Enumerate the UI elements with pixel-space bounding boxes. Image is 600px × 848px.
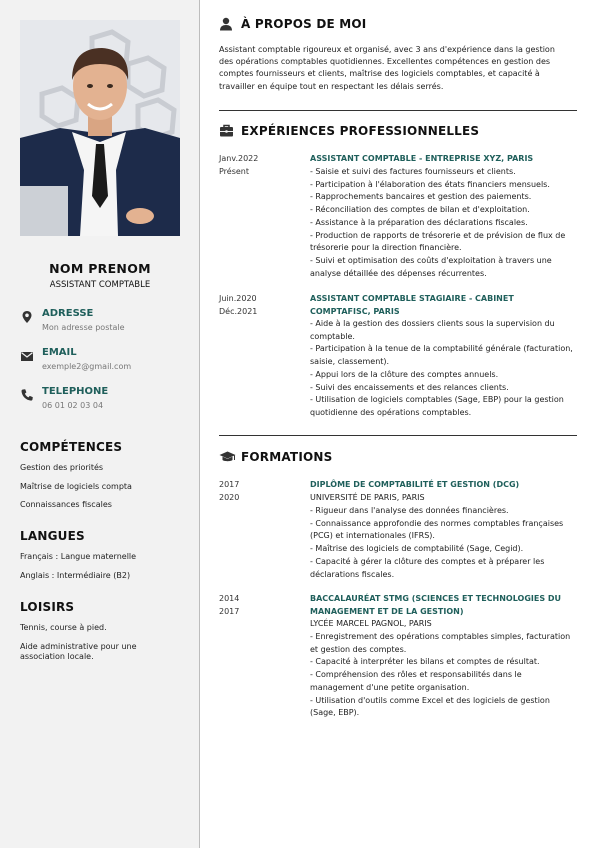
profile-name: NOM PRENOM xyxy=(49,261,151,276)
date-end: Présent xyxy=(219,166,250,176)
description-line: - Production de rapports de trésorerie et de prévision de flux de xyxy=(310,230,566,240)
title-line: COMPTAFISC, PARIS xyxy=(310,306,400,316)
portrait-image xyxy=(20,20,180,236)
education-dates xyxy=(219,593,239,618)
description-line: comptable. xyxy=(310,331,355,341)
education-title xyxy=(310,479,578,492)
description-line: management d'une petite organisation. xyxy=(310,682,470,692)
experience-title xyxy=(310,153,578,166)
description-line: - Aide à la gestion des dossiers clients sous la supervision du xyxy=(310,319,555,328)
contact-value: 06 01 02 03 04 xyxy=(42,401,104,410)
skills-heading: COMPÉTENCES xyxy=(20,440,123,454)
skill-item: Connaissances fiscales xyxy=(20,500,112,509)
description-line: - Connaissance approfondie des normes comptables françaises xyxy=(310,518,564,528)
description-line: - Participation à la tenue de la comptabilité générale (facturation, xyxy=(310,344,573,354)
experience-dates xyxy=(219,153,258,178)
experience-heading xyxy=(219,124,577,140)
education-title xyxy=(310,593,578,618)
briefcase-icon xyxy=(219,124,234,138)
date-start: 2014 xyxy=(219,594,240,603)
title-line: BACCALAURÉAT STMG (SCIENCES ET TECHNOLOGIES DU xyxy=(310,594,562,603)
contact-label: EMAIL xyxy=(42,347,77,358)
email-icon xyxy=(20,349,34,363)
contact-label: ADRESSE xyxy=(42,308,94,319)
description-line: - Capacité à interpréter les bilans et comptes de résultat. xyxy=(310,657,540,667)
profile-photo xyxy=(20,20,180,236)
title-line: DIPLÔME DE COMPTABILITÉ ET GESTION (DCG) xyxy=(310,480,520,489)
description-line: - Rigueur dans l'analyse des données financières. xyxy=(310,506,509,515)
education-school: UNIVERSITÉ DE PARIS, PARIS xyxy=(310,493,425,502)
contact-value: Mon adresse postale xyxy=(42,323,125,332)
experience-title xyxy=(310,293,578,318)
about-line: des opérations comptables quotidiennes. Excellentes compétences en gestion des xyxy=(219,57,551,67)
description-line: - Capacité à gérer la clôture des comptes et à préparer les xyxy=(310,556,545,566)
description-line: (PCG) et internationales (IFRS). xyxy=(310,531,435,541)
description-line: déclarations fiscales. xyxy=(310,569,395,579)
description-line: - Saisie et suivi des factures fournisseurs et clients. xyxy=(310,167,516,176)
description-line: trésorerie pour la direction financière. xyxy=(310,243,462,253)
title-line: ASSISTANT COMPTABLE - ENTREPRISE XYZ, PARIS xyxy=(310,154,534,163)
section-divider xyxy=(219,110,577,111)
contact-value: exemple2@gmail.com xyxy=(42,362,132,371)
profile-job-title: ASSISTANT COMPTABLE xyxy=(49,280,151,290)
experience-heading-text: EXPÉRIENCES PROFESSIONNELLES xyxy=(241,124,480,138)
phone-icon xyxy=(20,388,34,402)
description-line: - Suivi et optimisation des coûts d'exploitation à travers une xyxy=(310,255,552,265)
experience-dates xyxy=(219,293,257,318)
education-school: LYCÉE MARCEL PAGNOL, PARIS xyxy=(310,619,432,628)
description-line: - Suivi des encaissements et des relances clients. xyxy=(310,382,509,392)
education-description xyxy=(310,505,578,581)
date-start: Janv.2022 xyxy=(219,154,259,163)
language-item: Anglais : Intermédiaire (B2) xyxy=(20,571,131,580)
hobby-item: Tennis, course à pied. xyxy=(20,623,107,632)
date-start: Juin.2020 xyxy=(219,294,257,303)
education-heading-text: FORMATIONS xyxy=(241,450,333,464)
description-line: - Maîtrise des logiciels de comptabilité (Sage, Cegid). xyxy=(310,544,524,554)
description-line: - Participation à l'élaboration des états financiers mensuels. xyxy=(310,179,550,189)
contact-label: TELEPHONE xyxy=(42,386,109,397)
languages-heading: LANGUES xyxy=(20,529,85,543)
section-divider xyxy=(219,435,577,436)
description-line: - Assistance à la préparation des déclarations fiscales. xyxy=(310,217,528,227)
description-line: - Utilisation d'outils comme Excel et des logiciels de gestion xyxy=(310,695,550,705)
date-end: 2020 xyxy=(219,492,240,502)
description-line: - Compréhension des rôles et responsabilités dans le xyxy=(310,670,522,680)
description-line: - Utilisation de logiciels comptables (Sage, EBP) pour la gestion xyxy=(310,395,564,405)
skill-item: Maîtrise de logiciels compta xyxy=(20,482,132,491)
description-line: - Réconciliation des comptes de bilan et d'exploitation. xyxy=(310,205,530,215)
date-end: 2017 xyxy=(219,606,240,616)
hobby-item: Aide administrative pour une association locale. xyxy=(20,642,137,661)
about-heading-text: À PROPOS DE MOI xyxy=(241,17,367,31)
education-dates xyxy=(219,479,239,504)
description-line: et gestion des comptes. xyxy=(310,644,407,654)
hobbies-heading: LOISIRS xyxy=(20,600,75,614)
description-line: saisie, classement). xyxy=(310,357,390,367)
user-icon xyxy=(219,17,233,31)
title-line: ASSISTANT COMPTABLE STAGIAIRE - CABINET xyxy=(310,294,514,303)
description-line: - Enregistrement des opérations comptables simples, facturation xyxy=(310,632,571,641)
experience-description xyxy=(310,318,578,420)
location-pin-icon xyxy=(20,310,34,324)
skill-item: Gestion des priorités xyxy=(20,463,104,472)
sidebar xyxy=(0,0,200,848)
title-line: MANAGEMENT ET DE LA GESTION) xyxy=(310,606,464,616)
description-line: - Appui lors de la clôture des comptes annuels. xyxy=(310,369,499,379)
description-line: (Sage, EBP). xyxy=(310,708,360,718)
experience-description xyxy=(310,166,578,280)
education-description xyxy=(310,631,578,720)
about-line: Assistant comptable rigoureux et organisé, avec 3 ans d'expérience dans la gestion xyxy=(219,45,555,54)
about-line: travailler en équipe tout en respectant les délais serrés. xyxy=(219,81,444,91)
about-heading xyxy=(219,17,577,33)
about-text xyxy=(219,44,577,93)
description-line: analyse détaillée des dépenses récurrentes. xyxy=(310,268,487,278)
date-start: 2017 xyxy=(219,480,240,489)
education-heading xyxy=(219,450,577,466)
description-line: quotidienne des opérations comptables. xyxy=(310,407,472,417)
description-line: - Rapprochements bancaires et gestion des paiements. xyxy=(310,192,532,202)
graduation-cap-icon xyxy=(219,450,236,464)
language-item: Français : Langue maternelle xyxy=(20,552,137,561)
about-line: comptes fournisseurs et clients, maîtrise des logiciels comptables, et capacité à xyxy=(219,69,540,79)
date-end: Déc.2021 xyxy=(219,306,258,316)
